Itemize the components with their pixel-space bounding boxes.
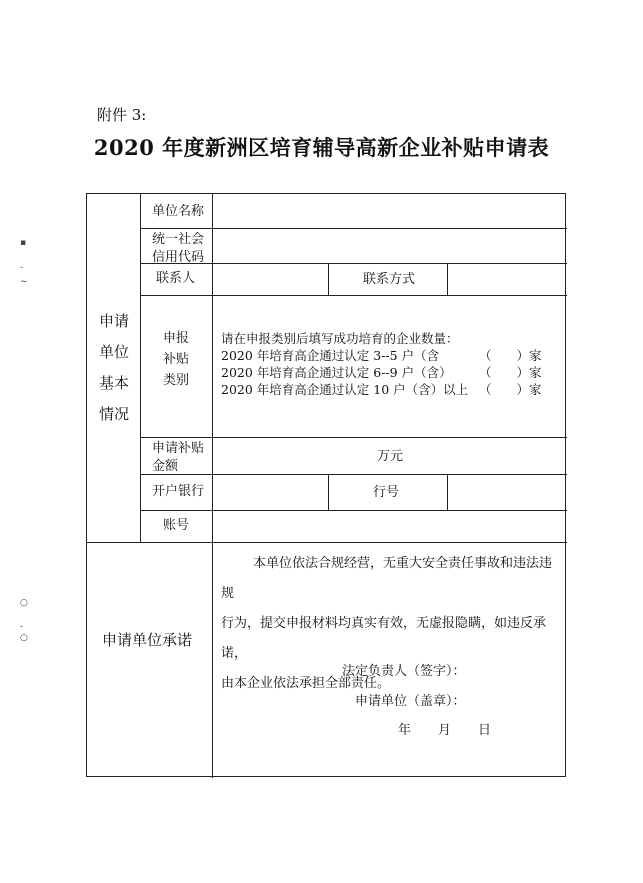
date-month: 月 [438,723,452,738]
amount-label: 申请补贴 金额 [152,441,205,474]
commit-label: 申请单位承诺 [102,631,193,649]
branch-no-label: 行号 [373,485,400,500]
table-line [447,263,448,295]
margin-mark: - [20,263,24,273]
form-title: 2020 年度新洲区培育辅导高新企业补贴申请表 [93,135,550,160]
contact-method-label: 联系方式 [363,272,416,287]
table-line [140,194,141,542]
table-line [328,263,329,295]
table-line [87,542,567,543]
amount-unit: 万元 [377,449,404,464]
category-options [221,330,551,398]
application-form-table [86,193,566,777]
date-day: 日 [478,723,492,738]
contact-label: 联系人 [156,271,196,286]
margin-mark: ▪ [20,238,27,248]
margin-mark: ○ [20,598,28,608]
margin-mark: - [20,622,24,632]
table-line [328,474,329,510]
commit-text: 本单位依法合规经营，无重大安全责任事故和违法违规 行为，提交申报材料均真实有效，无虚报隐瞒，如违反承诺， 由本企业依法承担全部责任。 [221,556,553,691]
applicant-seal: 申请单位（盖章）： [355,694,466,709]
table-line [140,263,567,264]
attachment-label: 附件 3: [97,106,147,124]
category-option: 2020 年培育高企通过认定 3--5 户（含 （ ）家 [221,348,542,363]
table-line [140,510,567,511]
table-line [140,295,567,296]
table-line [140,437,567,438]
category-option: 2020 年培育高企通过认定 10 户（含）以上 （ ）家 [221,382,542,397]
bank-label: 开户银行 [152,484,205,499]
margin-mark: ~ [20,277,28,287]
table-line [140,228,567,229]
account-label: 账号 [163,518,190,533]
table-line [212,194,213,778]
section-basic-label: 申请 单位 基本 情况 [99,312,130,423]
unit-name-label: 单位名称 [152,204,205,219]
table-line [447,474,448,510]
date-year: 年 [398,723,412,738]
legal-rep-signature: 法定负责人（签字）： [342,664,466,679]
category-option: 2020 年培育高企通过认定 6--9 户（含） （ ）家 [221,365,542,380]
margin-mark: ○ [20,633,28,643]
category-instruction: 请在申报类别后填写成功培育的企业数量： [221,331,459,346]
table-line [140,474,567,475]
credit-code-label: 统一社会 信用代码 [152,232,205,265]
category-label: 申报 补贴 类别 [163,331,190,388]
